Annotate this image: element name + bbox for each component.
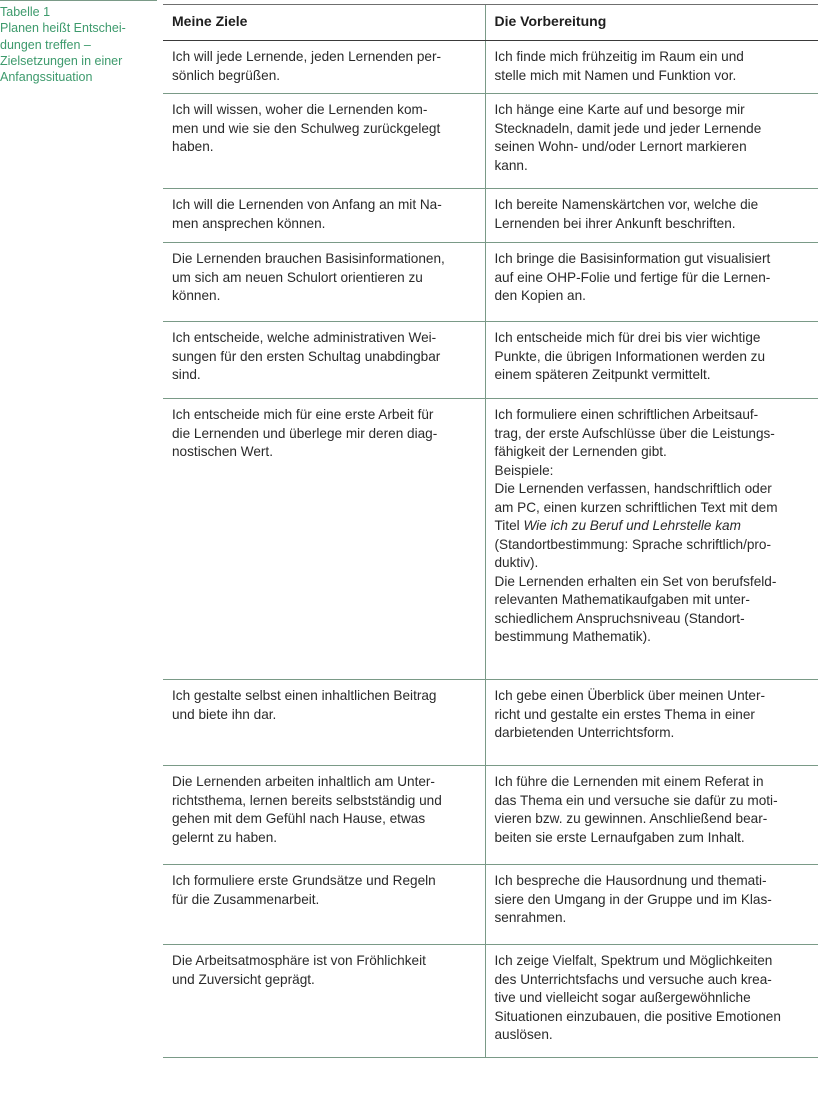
preparation-cell [485, 945, 818, 1058]
text-line: nostischen Wert. [172, 444, 273, 459]
goal-cell [163, 189, 485, 243]
header-preparation: Die Vorbereitung [485, 5, 818, 41]
text-line: (Standortbestimmung: Sprache schriftlich/pro- [494, 536, 772, 552]
preparation-cell [485, 41, 818, 94]
text-line: fähigkeit der Lernenden gibt. [494, 444, 667, 459]
text-line: stelle mich mit Namen und Funktion vor. [494, 67, 737, 83]
text-line: Ich bereite Namenskärtchen vor, welche die [494, 197, 759, 212]
text-line: Ich finde mich frühzeitig im Raum ein und [494, 49, 744, 64]
preparation-cell [485, 865, 818, 945]
text-line: und biete ihn dar. [172, 706, 277, 722]
text-line: des Unterrichtsfachs und versuche auch krea- [494, 971, 772, 987]
goal-cell [163, 399, 485, 680]
caption-line: Tabelle 1 [0, 5, 51, 19]
text-line: Die Lernenden arbeiten inhaltlich am Unter- [172, 774, 435, 789]
text-line: Ich zeige Vielfalt, Spektrum und Möglichkeiten [494, 953, 773, 968]
preparation-cell [485, 680, 818, 766]
text-line: Punkte, die übrigen Informationen werden zu [494, 348, 766, 364]
text-line: bestimmung Mathematik). [494, 629, 651, 644]
goal-cell [163, 41, 485, 94]
text-line: Die Lernenden verfassen, handschriftlich oder [494, 481, 772, 496]
table-row [163, 189, 818, 243]
caption-line: Anfangssituation [0, 70, 93, 85]
text-line: men ansprechen können. [172, 215, 326, 231]
text-line: Ich hänge eine Karte auf und besorge mir [494, 102, 745, 117]
preparation-cell [485, 189, 818, 243]
text-line: Lernenden bei ihrer Ankunft beschriften. [494, 215, 736, 231]
text-line: gehen mit dem Gefühl nach Hause, etwas [172, 811, 426, 826]
text-line: siere den Umgang in der Gruppe und im Klas- [494, 891, 772, 907]
text-line: beiten sie erste Lernaufgaben zum Inhalt. [494, 829, 745, 845]
text-line: haben. [172, 139, 214, 154]
text-line: und Zuversicht geprägt. [172, 971, 315, 987]
text-line: richt und gestalte ein erstes Thema in einer [494, 706, 755, 722]
text-line: darbietenden Unterrichtsform. [494, 725, 675, 740]
text-line: für die Zusammenarbeit. [172, 891, 320, 907]
preparation-cell [485, 243, 818, 322]
table-row [163, 766, 818, 865]
text-line: Ich formuliere einen schriftlichen Arbeitsauf- [494, 407, 759, 422]
text-line: Stecknadeln, damit jede und jeder Lernende [494, 120, 762, 136]
text-line: richtsthema, lernen bereits selbstständig und [172, 792, 442, 808]
table-row [163, 680, 818, 766]
text-line: schiedlichem Anspruchsniveau (Standort- [494, 610, 745, 626]
caption-line: Zielsetzungen in einer [0, 53, 123, 68]
text-line: Situationen einzubauen, die positive Emotionen [494, 1008, 781, 1024]
preparation-cell [485, 94, 818, 189]
text-line: tive und vielleicht sogar außergewöhnliche [494, 990, 751, 1005]
text-line: einem späteren Zeitpunkt vermittelt. [494, 367, 711, 382]
text-line: sönlich begrüßen. [172, 67, 281, 83]
text-line: um sich am neuen Schulort orientieren zu [172, 269, 423, 285]
text-line: Ich will wissen, woher die Lernenden kom- [172, 102, 428, 117]
table-row [163, 945, 818, 1058]
text-line: den Kopien an. [494, 288, 586, 303]
table-row [163, 399, 818, 680]
caption-line: Planen heißt Entschei- [0, 21, 126, 36]
text-line: men und wie sie den Schulweg zurückgelegt [172, 120, 441, 136]
text-line: Ich will die Lernenden von Anfang an mit Na- [172, 197, 442, 212]
text-line: Ich gebe einen Überblick über meinen Unter- [494, 688, 766, 703]
italic-title: Wie ich zu Beruf und Lehrstelle kam [523, 518, 741, 533]
goal-cell [163, 243, 485, 322]
table-row [163, 322, 818, 399]
text-line: das Thema ein und versuche sie dafür zu moti- [494, 792, 778, 808]
goal-cell [163, 94, 485, 189]
caption-line: dungen treffen – [0, 37, 91, 52]
header-goals: Meine Ziele [163, 5, 485, 41]
table-row [163, 41, 818, 94]
text-line: Ich entscheide mich für eine erste Arbeit für [172, 407, 434, 422]
preparation-cell [485, 766, 818, 865]
text-line: auf eine OHP-Folie und fertige für die Lernen- [494, 269, 771, 285]
text-line: können. [172, 288, 221, 303]
text-line: kann. [494, 157, 528, 173]
goal-cell [163, 680, 485, 766]
text-line: vieren bzw. zu gewinnen. Anschließend bear- [494, 811, 768, 826]
text-line: senrahmen. [494, 910, 567, 925]
title-prefix: Titel [494, 518, 524, 533]
text-line: Ich bespreche die Hausordnung und themati- [494, 873, 767, 888]
goal-cell [163, 865, 485, 945]
table-row [163, 94, 818, 189]
goals-table [163, 4, 818, 1058]
text-line: gelernt zu haben. [172, 829, 278, 845]
table-header-row [163, 5, 818, 41]
table-caption [0, 0, 157, 85]
text-line: Ich gestalte selbst einen inhaltlichen Beitrag [172, 688, 437, 703]
table-row [163, 243, 818, 322]
text-line: Ich formuliere erste Grundsätze und Regeln [172, 873, 436, 888]
preparation-cell [485, 322, 818, 399]
text-line: Die Lernenden brauchen Basisinformationen, [172, 251, 445, 266]
text-line: Beispiele: [494, 462, 554, 478]
text-line: Die Arbeitsatmosphäre ist von Fröhlichkeit [172, 953, 426, 968]
text-line: duktiv). [494, 555, 539, 570]
text-line: trag, der erste Aufschlüsse über die Leistungs- [494, 425, 775, 441]
text-line: Ich will jede Lernende, jeden Lernenden per- [172, 49, 442, 64]
text-line: Ich entscheide mich für drei bis vier wichtige [494, 330, 761, 345]
text-line: Die Lernenden erhalten ein Set von berufsfeld- [494, 573, 777, 589]
text-line: Ich entscheide, welche administrativen Wei- [172, 330, 437, 345]
text-line [495, 517, 814, 536]
text-line: Ich bringe die Basisinformation gut visualisiert [494, 251, 771, 266]
text-line: auslösen. [494, 1027, 553, 1042]
text-line: sind. [172, 367, 201, 382]
text-line: relevanten Mathematikaufgaben mit unter- [494, 592, 750, 607]
text-line: seinen Wohn- und/oder Lernort markieren [494, 139, 747, 154]
text-line: am PC, einen kurzen schriftlichen Text mit dem [494, 499, 778, 515]
goal-cell [163, 766, 485, 865]
text-line: die Lernenden und überlege mir deren diag- [172, 425, 438, 441]
text-line: Ich führe die Lernenden mit einem Referat in [494, 774, 764, 789]
table-row [163, 865, 818, 945]
goal-cell [163, 322, 485, 399]
goal-cell [163, 945, 485, 1058]
preparation-cell [485, 399, 818, 680]
text-line: sungen für den ersten Schultag unabdingbar [172, 348, 441, 364]
